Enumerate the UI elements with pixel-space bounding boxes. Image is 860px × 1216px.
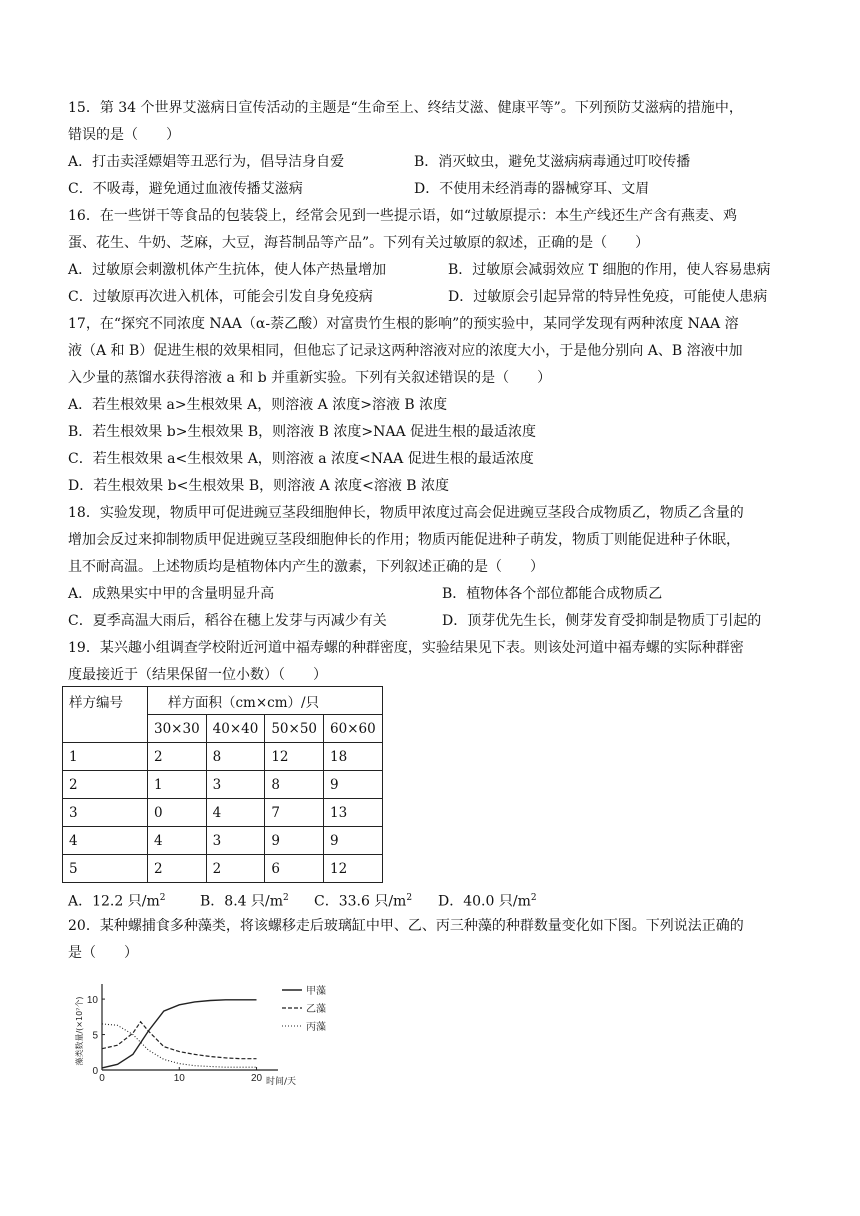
q16-stem-line1: 16．在一些饼干等食品的包装袋上，经常会见到一些提示语，如“过敏原提示：本生产线还生产含有燕麦、鸡 xyxy=(68,208,737,224)
table-row xyxy=(63,827,383,855)
table-cell: 2 xyxy=(206,855,265,883)
q15-option-d: D．不使用未经消毒的器械穿耳、文眉 xyxy=(414,181,650,197)
table-cell: 2 xyxy=(148,855,207,883)
q18-option-d: D．顶芽优先生长，侧芽发育受抑制是物质丁引起的 xyxy=(442,613,762,629)
q15-stem-line1: 15．第 34 个世界艾滋病日宣传活动的主题是“生命至上、终结艾滋、健康平等”。下列预防艾滋病的措施中， xyxy=(68,100,743,116)
table-cell: 12 xyxy=(324,855,383,883)
q19-option-a xyxy=(68,888,165,912)
x-axis-label: 时间/天 xyxy=(266,1077,297,1087)
q18-option-a: A．成熟果实中甲的含量明显升高 xyxy=(68,586,275,602)
q18-option-c: C．夏季高温大雨后，稻谷在穗上发芽与丙减少有关 xyxy=(68,613,387,629)
q15-option-a: A．打击卖淫嫖娼等丑恶行为，倡导洁身自爱 xyxy=(68,154,345,170)
table-size-cell: 40×40 xyxy=(206,715,265,743)
table-size-cell: 60×60 xyxy=(324,715,383,743)
table-cell: 3 xyxy=(206,771,265,799)
algae-population-chart xyxy=(70,976,330,1096)
q19-option-a-text: A．12.2 只/m xyxy=(68,893,160,910)
x-tick-label: 20 xyxy=(250,1073,263,1084)
q16-option-c: C．过敏原再次进入机体，可能会引发自身免疫病 xyxy=(68,289,373,305)
q19-option-b xyxy=(200,888,289,912)
q18-stem-line1: 18．实验发现，物质甲可促进豌豆茎段细胞伸长，物质甲浓度过高会促进豌豆茎段合成物质乙，物质乙含量的 xyxy=(68,505,744,521)
table-size-cell: 50×50 xyxy=(265,715,324,743)
q18-stem-line3: 且不耐高温。上述物质均是植物体内产生的激素，下列叙述正确的是（ ） xyxy=(68,559,544,575)
q15-option-b: B．消灭蚊虫，避免艾滋病病毒通过叮咬传播 xyxy=(414,154,691,170)
q19-option-c xyxy=(314,888,412,912)
q17-stem-line2: 液（A 和 B）促进生根的效果相同，但他忘了记录这两种溶液对应的浓度大小，于是他分别向 A、B 溶液中加 xyxy=(68,343,743,359)
q19-option-d xyxy=(438,888,537,912)
table-cell: 2 xyxy=(63,771,148,799)
table-row xyxy=(63,855,383,883)
table-row xyxy=(63,743,383,771)
table-cell: 9 xyxy=(265,827,324,855)
x-tick-label: 10 xyxy=(173,1073,185,1084)
legend-label-1: 甲藻 xyxy=(306,986,326,997)
q17-stem-line3: 入少量的蒸馏水获得溶液 a 和 b 并重新实验。下列有关叙述错误的是（ ） xyxy=(68,370,552,386)
table-cell: 12 xyxy=(265,743,324,771)
q18-option-b: B．植物体各个部位都能合成物质乙 xyxy=(442,586,663,602)
table-cell: 8 xyxy=(265,771,324,799)
q19-option-c-text: C．33.6 只/m xyxy=(314,893,407,910)
sample-table xyxy=(62,686,383,883)
x-tick-label: 0 xyxy=(99,1073,105,1084)
y-tick-label: 0 xyxy=(92,1066,98,1077)
q19-option-a-sup: 2 xyxy=(159,893,166,903)
q15-option-c: C．不吸毒，避免通过血液传播艾滋病 xyxy=(68,181,303,197)
table-header-area: 样方面积（cm×cm）/只 xyxy=(148,687,383,715)
q19-stem-line1: 19．某兴趣小组调查学校附近河道中福寿螺的种群密度，实验结果见下表。则该处河道中福寿螺的实际种群密 xyxy=(68,640,744,656)
q17-stem-line1: 17，在“探究不同浓度 NAA（α-萘乙酸）对富贵竹生根的影响”的预实验中，某同学发现有两种浓度 NAA 溶 xyxy=(68,316,739,332)
q20-stem-line2: 是（ ） xyxy=(68,945,138,961)
series-line-3 xyxy=(102,1024,257,1067)
q18-stem-line2: 增加会反过来抑制物质甲促进豌豆茎段细胞伸长的作用；物质丙能促进种子萌发，物质丁则能促进种子休眠， xyxy=(68,532,740,548)
q19-option-c-sup: 2 xyxy=(406,893,413,903)
table-cell: 18 xyxy=(324,743,383,771)
table-cell: 9 xyxy=(324,827,383,855)
table-cell: 3 xyxy=(63,799,148,827)
table-row xyxy=(63,799,383,827)
table-header-id: 样方编号 xyxy=(63,687,148,743)
table-cell: 1 xyxy=(148,771,207,799)
table-cell: 0 xyxy=(148,799,207,827)
table-cell: 9 xyxy=(324,771,383,799)
table-cell: 4 xyxy=(63,827,148,855)
q17-option-b: B．若生根效果 b>生根效果 B，则溶液 B 浓度>NAA 促进生根的最适浓度 xyxy=(68,424,537,440)
q17-option-c: C．若生根效果 a<生根效果 A，则溶液 a 浓度<NAA 促进生根的最适浓度 xyxy=(68,451,534,467)
table-cell: 4 xyxy=(206,799,265,827)
legend-label-2: 乙藻 xyxy=(306,1004,326,1015)
q16-option-a: A．过敏原会刺激机体产生抗体，使人体产热量增加 xyxy=(68,262,387,278)
q17-option-d: D．若生根效果 b<生根效果 B，则溶液 A 浓度<溶液 B 浓度 xyxy=(68,478,450,494)
q20-stem-line1: 20．某种螺捕食多种藻类，将该螺移走后玻璃缸中甲、乙、丙三种藻的种群数量变化如下图。下列说法正确的 xyxy=(68,918,744,934)
series-line-2 xyxy=(102,1022,257,1059)
y-tick-label: 5 xyxy=(92,1030,98,1042)
table-cell: 6 xyxy=(265,855,324,883)
q15-stem-line2: 错误的是（ ） xyxy=(68,127,180,143)
table-cell: 13 xyxy=(324,799,383,827)
table-cell: 7 xyxy=(265,799,324,827)
series-line-1 xyxy=(102,1000,257,1068)
q19-option-d-sup: 2 xyxy=(530,893,537,903)
y-tick-label: 10 xyxy=(86,995,98,1007)
table-row xyxy=(63,771,383,799)
table-cell: 1 xyxy=(63,743,148,771)
q16-stem-line2: 蛋、花生、牛奶、芝麻，大豆，海苔制品等产品”。下列有关过敏原的叙述，正确的是（ ） xyxy=(68,235,650,251)
y-axis-label: 藻类数量/(×10⁷个) xyxy=(75,996,84,1066)
q19-option-d-text: D．40.0 只/m xyxy=(438,893,531,910)
legend-label-3: 丙藻 xyxy=(306,1022,326,1033)
table-cell: 4 xyxy=(148,827,207,855)
table-cell: 3 xyxy=(206,827,265,855)
q19-option-b-text: B．8.4 只/m xyxy=(200,893,283,910)
q17-option-a: A．若生根效果 a>生根效果 A，则溶液 A 浓度>溶液 B 浓度 xyxy=(68,397,448,413)
q16-option-d: D．过敏原会引起异常的特异性免疫，可能使人患病 xyxy=(448,289,768,305)
table-size-cell: 30×30 xyxy=(148,715,207,743)
q19-option-b-sup: 2 xyxy=(283,893,289,903)
table-cell: 5 xyxy=(63,855,148,883)
q19-stem-line2: 度最接近于（结果保留一位小数）（ ） xyxy=(68,667,327,683)
table-cell: 8 xyxy=(206,743,265,771)
table-cell: 2 xyxy=(148,743,207,771)
q16-option-b: B．过敏原会减弱效应 T 细胞的作用，使人容易患病 xyxy=(448,262,771,278)
table-header-row xyxy=(63,687,383,715)
